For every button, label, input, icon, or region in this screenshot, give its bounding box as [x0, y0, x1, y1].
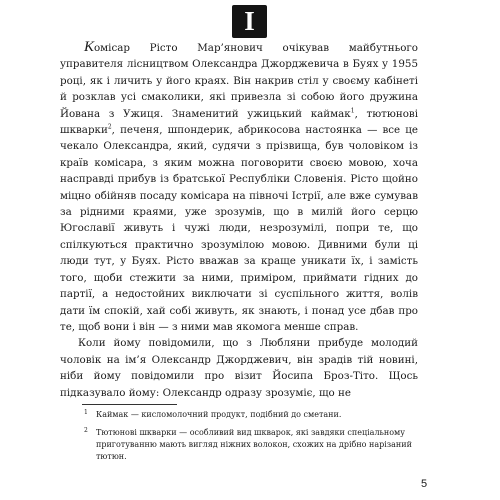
chapter-number-badge — [232, 5, 267, 38]
footnote-divider — [82, 404, 177, 405]
footnote-2 — [84, 427, 422, 463]
footnote-2-number: 2 — [84, 427, 88, 434]
drop-cap: К — [84, 39, 94, 55]
body-text — [60, 40, 418, 401]
paragraph-1-text-b: , тютюнові шкварки — [60, 107, 418, 137]
footnotes — [84, 409, 422, 469]
paragraph-1-text-a: омісар Рісто Мар’янович очікував майбутнього управителя лісництвом Олександра Джорджевича в Буях у 1955 році, як і личить у його краях. Він накрив стіл у своєму кабінеті й розклав усі смаколики, які привезла зі собою його дружина Йована з Ужиця. Знаменитий ужицький каймак — [60, 42, 418, 120]
footnote-2-text: Тютюнові шкварки — особливий вид шкварок, які завдяки спеціальному приготуванню мають вигляд ніжних волокон, схожих на дрібно нарізаний тютюн. — [96, 428, 412, 461]
paragraph-2: Коли йому повідомили, що з Любляни прибуде молодий чоловік на ім’я Олександр Джорджевич, він зрадів тій новині, ніби йому повідомили про візит Йосипа Броз-Тіто. Щось підказувало йому: Олександр одразу зрозуміє, що не — [60, 337, 418, 399]
footnote-1 — [84, 409, 422, 421]
footnote-ref-2: 2 — [107, 123, 112, 131]
footnote-ref-1: 1 — [350, 107, 355, 115]
page-number: 5 — [421, 478, 428, 490]
paragraph-1-text-c: , печеня, шпондерик, абрикосова настоянка — все це чекало Олександра, який, судячи з прізвища, був чоловіком із країв комісара, з яким можна поговорити своєю мовою, хоча насправді прибув із братської Республіки Словенія. Рісто щойно міцно обійняв посаду комісара на півночі Істрії, але вже сумував за рідними краями, уже зрозумів, що в милій його серцю Югославії живуть і чужі люди, незрозумілі, попри те, що спілкуються практично зрозумілою мовою. Дивними були ці люди тут, у Буях. Рісто вважав за краще уникати їх, і замість того, щоби стежити за ними, приміром, приймати гідних до партії, а недостойних виключати зі суспільного життя, волів дати їм спокій, хай собі живуть, як знають, і понад усе дбав про те, щоб вони і він — з ними мав якомога менше справ. — [60, 124, 418, 333]
chapter-numeral: I — [244, 6, 255, 36]
footnote-1-text: Каймак — кисломолочний продукт, подібний до сметани. — [96, 410, 342, 419]
footnote-1-number: 1 — [84, 409, 88, 416]
paragraph-1 — [60, 40, 418, 335]
